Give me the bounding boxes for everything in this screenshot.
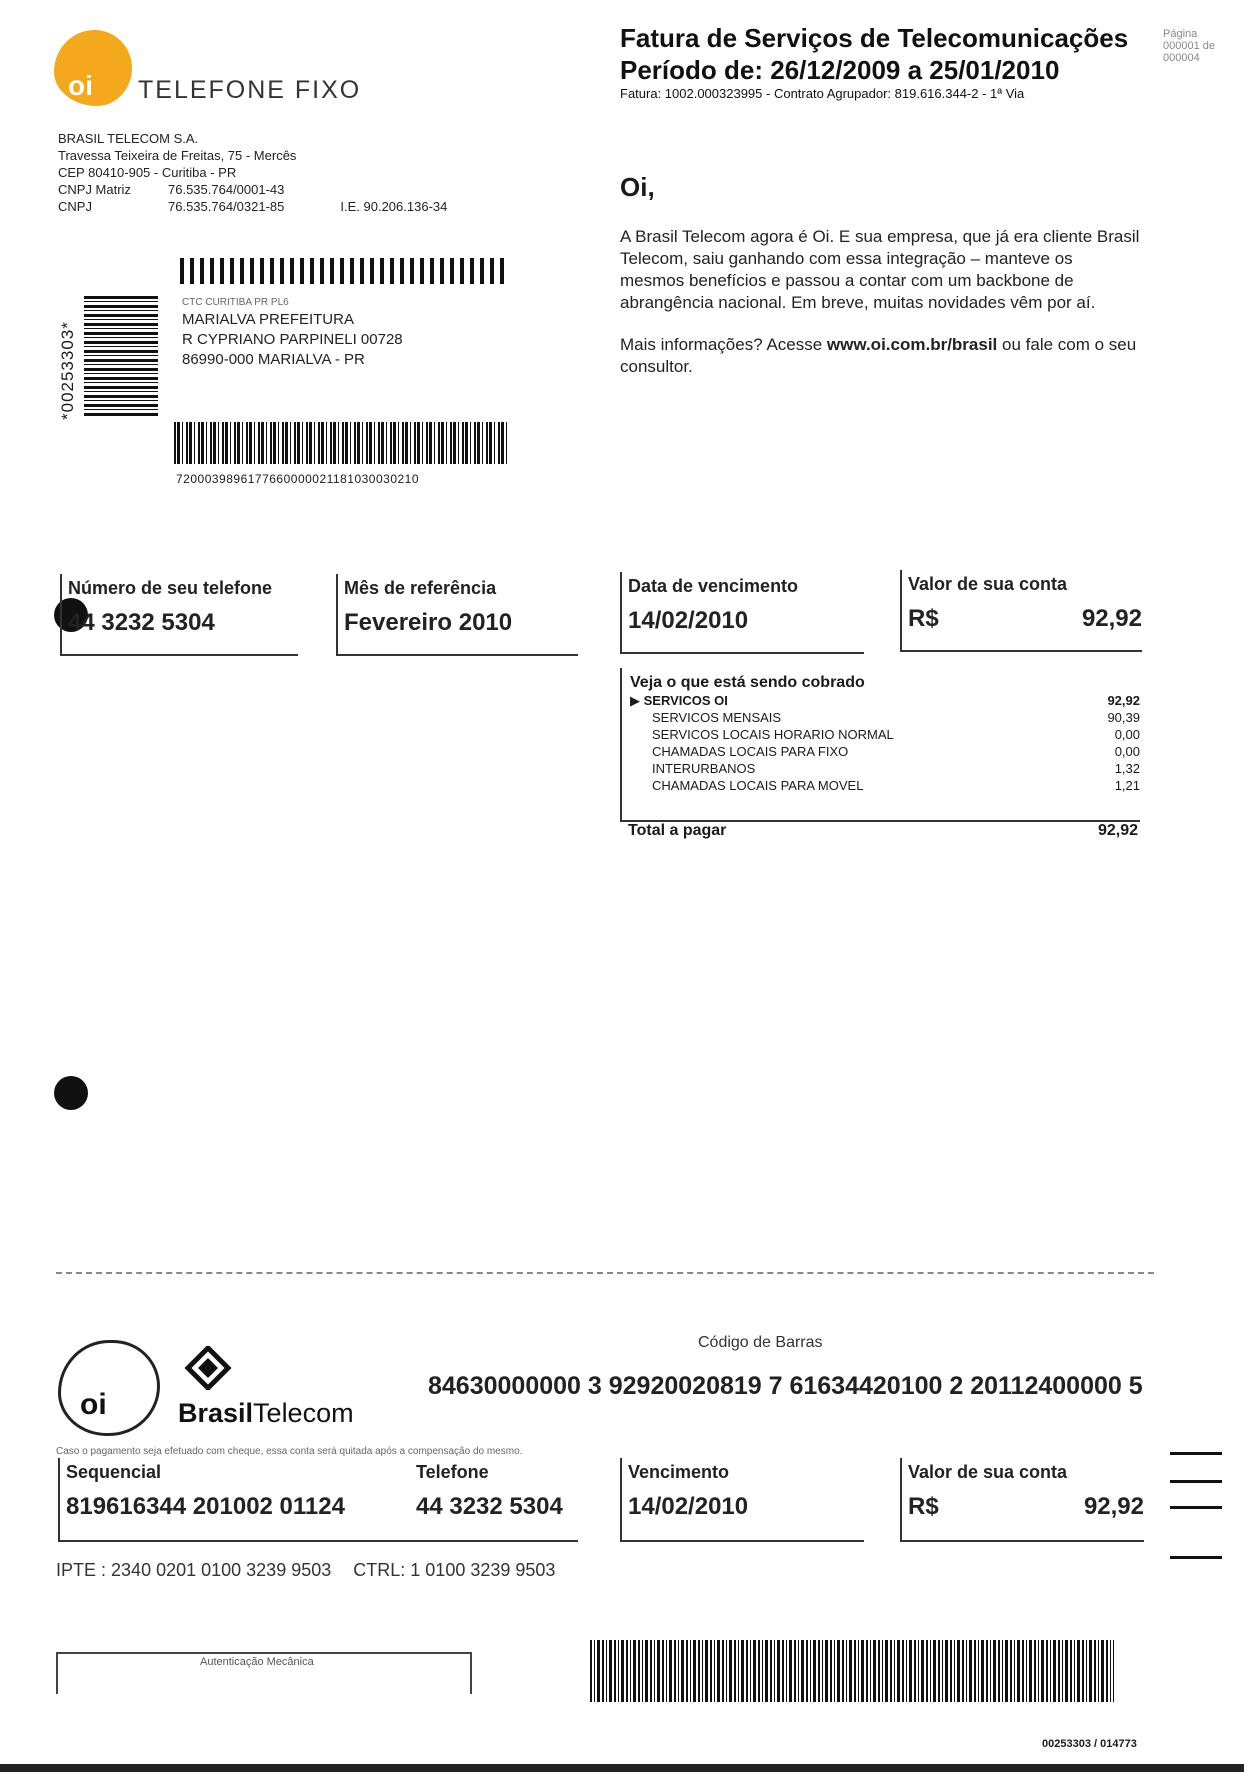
more-info-link[interactable]: www.oi.com.br/brasil: [826, 335, 998, 354]
charge-label: INTERURBANOS: [652, 761, 756, 776]
ie: I.E. 90.206.136-34: [340, 199, 448, 214]
charge-row: [622, 726, 1140, 743]
margin-mark: [1170, 1506, 1222, 1509]
recipient-address: [182, 296, 403, 370]
due-date: 14/02/2010: [628, 607, 749, 634]
slip-due-date: 14/02/2010: [628, 1493, 749, 1520]
ipte-value: 2340 0201 0100 3239 9503: [111, 1560, 332, 1580]
greeting: Oi,: [620, 172, 655, 202]
cheque-note: Caso o pagamento seja efetuado com cheque, essa conta será quitada após a compensação do mesmo.: [56, 1446, 523, 1457]
charge-value: 0,00: [1114, 744, 1140, 759]
charge-value: 90,39: [1107, 710, 1140, 725]
sequence-label: Sequencial: [66, 1462, 162, 1482]
ctrl-value: 1 0100 3239 9503: [410, 1560, 556, 1580]
message-more-info: [620, 334, 1140, 378]
amount-label: Valor de sua conta: [908, 574, 1068, 594]
oi-logo-text: oi: [68, 70, 93, 101]
month-value: Fevereiro 2010: [344, 609, 513, 636]
sequence-number: 819616344 201002 01124: [66, 1493, 345, 1520]
footer-code: 00253303 / 014773: [1042, 1738, 1137, 1750]
invoice-title: [620, 22, 1128, 86]
vertical-code: *00253303*: [58, 321, 77, 420]
due-label: Data de vencimento: [628, 576, 799, 596]
vertical-barcode: [84, 296, 158, 418]
brasil-telecom-text: [178, 1398, 354, 1429]
oi-outline-logo-text: oi: [80, 1388, 107, 1421]
amount-value-row: [902, 595, 1142, 633]
slip-currency: R$: [908, 1493, 939, 1520]
amount-box: [900, 570, 1142, 652]
oi-logo: [54, 30, 132, 106]
page-to: 000004: [1163, 52, 1200, 64]
product-name: TELEFONE FIXO: [138, 76, 362, 104]
postnet-barcode: [180, 258, 508, 284]
due-box: [620, 572, 864, 654]
charge-label: SERVICOS MENSAIS: [652, 710, 782, 725]
scan-edge: [0, 1764, 1244, 1772]
barcode-label: Código de Barras: [698, 1334, 823, 1351]
phone-number: 44 3232 5304: [68, 609, 215, 636]
charge-value: 0,00: [1114, 727, 1140, 742]
slip-phone: 44 3232 5304: [416, 1493, 563, 1520]
recipient-street: R CYPRIANO PARPINELI 00728: [182, 331, 403, 348]
charge-row: [622, 743, 1140, 760]
charges-title: Veja o que está sendo cobrado: [630, 674, 865, 691]
phone-label: Número de seu telefone: [68, 578, 273, 598]
payment-barcode: [590, 1640, 1114, 1702]
ctrl-label: CTRL:: [353, 1560, 406, 1580]
charge-label: CHAMADAS LOCAIS PARA MOVEL: [652, 778, 864, 793]
total-value: 92,92: [1097, 822, 1138, 839]
invoice-title-text: Fatura de Serviços de Telecomunicações: [620, 23, 1129, 53]
slip-due-label: Vencimento: [628, 1462, 730, 1482]
page-number: [1163, 28, 1215, 64]
recipient-name: MARIALVA PREFEITURA: [182, 311, 354, 328]
cnpj-matriz-label: CNPJ Matriz: [58, 182, 131, 197]
more-info-post: ou fale com o seu consultor.: [620, 335, 1137, 376]
margin-mark: [1170, 1452, 1222, 1455]
address-barcode-number: 720003989617766000002118103003021​0: [176, 472, 420, 486]
total-row: [620, 822, 1138, 840]
charge-label: CHAMADAS LOCAIS PARA FIXO: [652, 744, 849, 759]
page-label: Página: [1163, 28, 1198, 40]
recipient-city: 86990-000 MARIALVA - PR: [182, 351, 365, 368]
company-info: [58, 130, 447, 215]
cnpj: 76.535.764/0321-85: [168, 199, 285, 214]
barcode-digits: 84630000000 3 92920020819 7 61634420100 2 20112400000 5: [428, 1372, 1143, 1400]
margin-mark: [1170, 1556, 1222, 1559]
ctc-code: CTC CURITIBA PR PL6: [182, 297, 289, 308]
invoice-subline: Fatura: 1002.000323995 - Contrato Agrupador: 819.616.344-2 - 1ª Via: [620, 86, 1025, 101]
charges-group-value: 92,92: [1107, 693, 1140, 708]
company-name: BRASIL TELECOM S.A.: [58, 131, 199, 146]
month-box: [336, 574, 578, 656]
cnpj-label: CNPJ: [58, 199, 92, 214]
punch-hole-dot: [54, 1076, 88, 1110]
phone-box: [60, 574, 298, 656]
total-label: Total a pagar: [628, 822, 727, 839]
sequence-phone-labels: [60, 1458, 578, 1483]
invoice-period: Período de: 26/12/2009 a 25/01/2010: [620, 55, 1060, 85]
charge-value: 1,32: [1114, 761, 1140, 776]
ipte-line: [56, 1560, 555, 1581]
oi-outline-logo: [58, 1340, 160, 1436]
telecom-text: Telecom: [253, 1398, 354, 1428]
cnpj-matriz: 76.535.764/0001-43: [168, 182, 285, 197]
charge-row: [622, 709, 1140, 726]
address-barcode: [174, 422, 510, 464]
brasil-text: Brasil: [178, 1398, 254, 1428]
charge-label: SERVICOS LOCAIS HORARIO NORMAL: [652, 727, 894, 742]
mechanical-authentication-label: Autenticação Mecânica: [200, 1656, 314, 1668]
charge-value: 1,21: [1114, 778, 1140, 793]
currency: R$: [908, 605, 939, 632]
slip-phone-label: Telefone: [416, 1462, 489, 1482]
margin-mark: [1170, 1480, 1222, 1483]
charge-row: [622, 760, 1140, 777]
charges-box: [620, 668, 1140, 822]
slip-amount-row: [902, 1483, 1144, 1521]
slip-due-box: [620, 1458, 864, 1542]
ipte-label: IPTE :: [56, 1560, 107, 1580]
month-label: Mês de referência: [344, 578, 497, 598]
slip-amount: 92,92: [1083, 1493, 1144, 1520]
slip-amount-box: [900, 1458, 1144, 1542]
brasil-telecom-icon: [182, 1346, 234, 1390]
charges-group: [622, 692, 1140, 709]
charge-row: [622, 777, 1140, 794]
page-from: 000001 de: [1163, 40, 1215, 52]
amount: 92,92: [1081, 605, 1142, 632]
sequence-phone-values: [60, 1483, 578, 1521]
sequence-phone-box: [58, 1458, 578, 1542]
more-info-pre: Mais informações? Acesse: [620, 335, 827, 354]
message-body: A Brasil Telecom agora é Oi. E sua empresa, que já era cliente Brasil Telecom, saiu ganhando com essa integração – manteve os mesmos benefícios e passou a contar com um backbone de abrangência nacional. Em breve, muitas novidades vêm por aí.: [620, 227, 1140, 312]
company-address2: CEP 80410-905 - Curitiba - PR: [58, 165, 237, 180]
company-address1: Travessa Teixeira de Freitas, 75 - Mercês: [58, 148, 297, 163]
slip-amount-label: Valor de sua conta: [908, 1462, 1068, 1482]
cut-line: [56, 1272, 1154, 1274]
charges-group-label: ▶ SERVICOS OI: [630, 693, 728, 708]
